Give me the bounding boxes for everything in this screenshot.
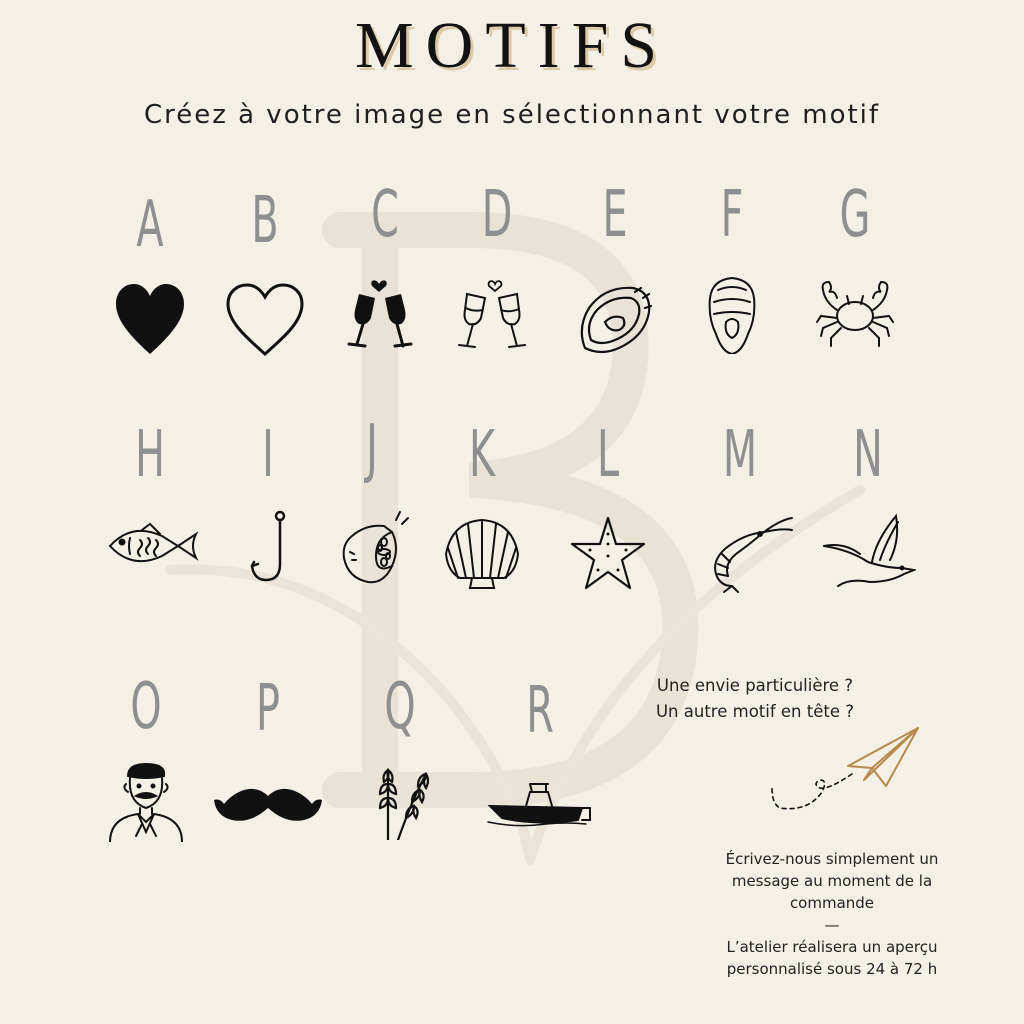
page-subtitle: Créez à votre image en sélectionnant votre motif xyxy=(143,100,881,130)
message-line-1: Écrivez-nous simplement un message au moment de la commande xyxy=(725,850,939,912)
motif-k[interactable] xyxy=(422,418,542,618)
paper-plane-icon xyxy=(768,722,928,822)
scallop-shell-icon xyxy=(442,514,522,594)
page-title: MOTIFS xyxy=(354,9,670,82)
starfish-icon xyxy=(568,514,648,594)
motif-c[interactable] xyxy=(325,178,445,378)
motif-letter: Q xyxy=(384,670,416,744)
wheat-icon xyxy=(360,760,440,840)
motif-letter: H xyxy=(135,418,165,492)
motif-letter: F xyxy=(720,178,744,252)
custom-request-question xyxy=(600,673,910,725)
crab-icon xyxy=(815,276,895,356)
motif-letter: R xyxy=(526,674,554,748)
seagull-icon xyxy=(820,512,916,592)
motif-g[interactable] xyxy=(795,178,915,378)
motif-letter: J xyxy=(366,412,378,486)
question-line-2: Un autre motif en tête ? xyxy=(655,702,854,721)
motif-letter: O xyxy=(130,670,162,744)
motif-letter: N xyxy=(853,418,883,492)
motif-o[interactable] xyxy=(86,670,206,870)
motif-letter: M xyxy=(722,418,758,492)
mustache-icon xyxy=(214,782,322,832)
oyster-icon xyxy=(692,274,772,354)
motif-letter: A xyxy=(136,188,164,262)
motif-m[interactable] xyxy=(680,418,800,618)
motif-n[interactable] xyxy=(808,418,928,618)
fishing-hook-icon xyxy=(228,508,308,588)
motif-f[interactable] xyxy=(672,178,792,378)
motif-letter: D xyxy=(481,178,513,252)
motif-l[interactable] xyxy=(548,418,668,618)
lemon-icon xyxy=(332,508,412,588)
wine-toast-heart-icon xyxy=(345,274,425,354)
motif-p[interactable] xyxy=(208,672,328,872)
motif-q[interactable] xyxy=(340,670,460,870)
shrimp-icon xyxy=(700,514,796,594)
motif-letter: P xyxy=(256,672,280,746)
motif-letter: I xyxy=(262,418,274,492)
separator-dash: — xyxy=(824,916,840,934)
sailor-man-icon xyxy=(106,762,186,842)
motif-letter: L xyxy=(596,418,620,492)
motif-i[interactable] xyxy=(208,418,328,618)
wine-toast-outline-icon xyxy=(457,274,537,354)
motif-letter: E xyxy=(602,178,628,252)
motorboat-icon xyxy=(486,778,596,838)
fish-icon xyxy=(106,506,202,586)
heart-outline-icon xyxy=(225,280,305,360)
message-line-2: L’atelier réalisera un aperçu personnalisé sous 24 à 72 h xyxy=(726,938,938,978)
question-line-1: Une envie particulière ? xyxy=(656,676,854,695)
motif-h[interactable] xyxy=(90,418,210,618)
motif-j[interactable] xyxy=(312,412,432,612)
motif-b[interactable] xyxy=(205,184,325,384)
motif-r[interactable] xyxy=(480,674,600,874)
ordering-instructions xyxy=(700,848,964,980)
motif-letter: B xyxy=(251,184,279,258)
motif-d[interactable] xyxy=(437,178,557,378)
motif-a[interactable] xyxy=(90,188,210,388)
motif-letter: G xyxy=(839,178,871,252)
open-oyster-icon xyxy=(575,278,655,358)
motif-letter: K xyxy=(468,418,496,492)
motif-letter: C xyxy=(371,178,399,252)
motif-e[interactable] xyxy=(555,178,675,378)
heart-filled-icon xyxy=(110,280,190,360)
